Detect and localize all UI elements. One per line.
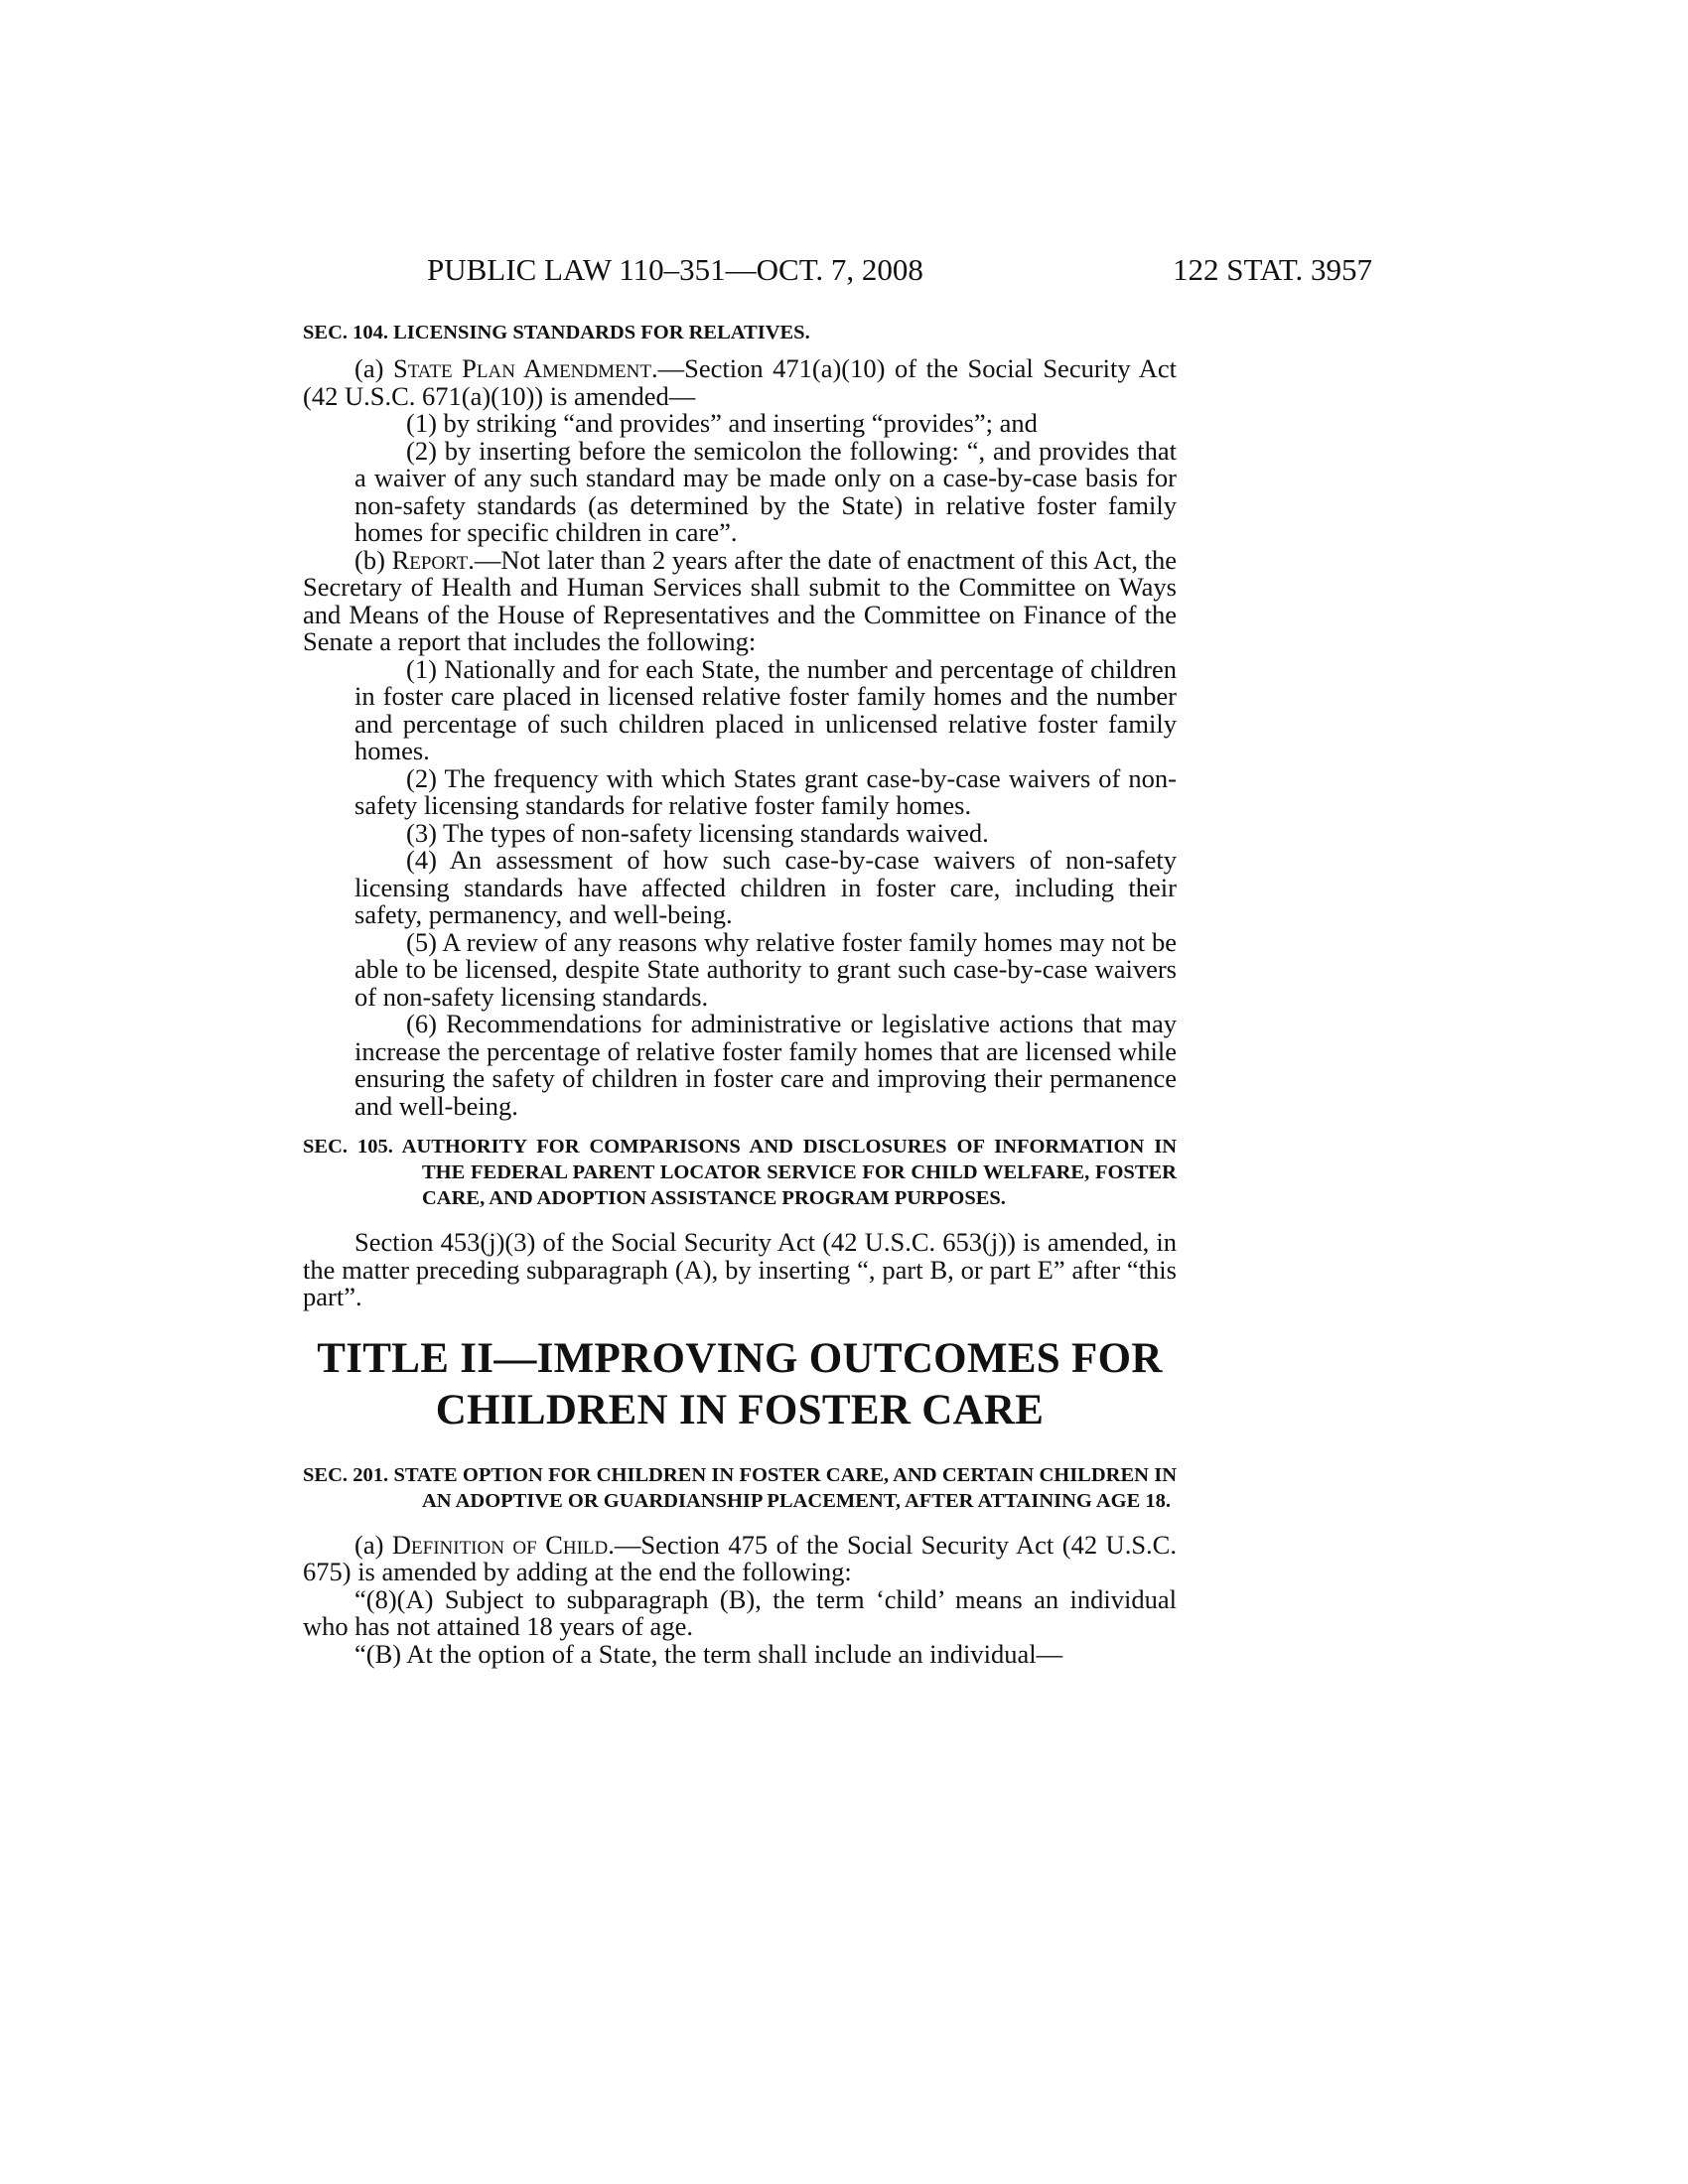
paragraph-8-b: “(B) At the option of a State, the term shall include an individual— bbox=[354, 1638, 1063, 1669]
sec-104-a-paragraph-1: (1) by striking “and provides” and inserting “provides”; and bbox=[406, 408, 1038, 438]
paragraph-8-a: “(8)(A) Subject to subparagraph (B), the term ‘child’ means an individual who has not attained 18 years of age. bbox=[303, 1583, 1177, 1641]
subsection-b-text: .—Not later than 2 years after the date of enactment of this Act, the Secretary of Health and Human Services shall submit to the Committee on Ways and Means of the House of Representatives and the Committee on Finance of the Senate a report that includes the following: bbox=[303, 544, 1177, 656]
sec-104-a-paragraph-2: (2) by inserting before the semicolon the following: “, and provides that a waiver of any such standard may be made only on a case-by-case basis for non-safety standards (as determined by the State) in relative foster family homes for specific children in care”. bbox=[354, 435, 1177, 547]
report-item-5: (5) A review of any reasons why relative foster family homes may not be able to be licensed, despite State authority to grant such case-by-case waivers of non-safety licensing standards. bbox=[354, 926, 1177, 1012]
sec-201-a-text: .—Section 475 of the Social Security Act (42 U.S.C. 675) is amended by adding at the end the following: bbox=[303, 1529, 1177, 1586]
sec-104-subsection-b bbox=[303, 544, 1177, 656]
report-item-4: (4) An assessment of how such case-by-case waivers of non-safety licensing standards have affected children in foster care, including their safety, permanency, and well-being. bbox=[354, 845, 1177, 929]
report-item-1: (1) Nationally and for each State, the number and percentage of children in foster care placed in licensed relative foster family homes and the number and percentage of such children placed in unlicensed relative foster family homes. bbox=[354, 653, 1177, 765]
page-number: 122 STAT. 3957 bbox=[1172, 252, 1372, 287]
sec-105-text: Section 453(j)(3) of the Social Security Act (42 U.S.C. 653(j)) is amended, in the matter preceding subparagraph (A), by inserting “, part B, or part E” after “this part”. bbox=[303, 1227, 1177, 1311]
subsection-b-lead: (b) bbox=[354, 544, 392, 575]
report-item-2: (2) The frequency with which States grant case-by-case waivers of non-safety licensing standards for relative foster family homes. bbox=[354, 762, 1177, 820]
subsection-a-text: .—Section 471(a)(10) of the Social Security Act (42 U.S.C. 671(a)(10)) is amended— bbox=[303, 353, 1177, 411]
title-ii-heading bbox=[303, 1333, 1177, 1436]
sec-105-heading: SEC. 105. AUTHORITY FOR COMPARISONS AND DISCLOSURES OF INFORMATION IN THE FEDERAL PARENT LOCATOR SERVICE FOR CHILD WELFARE, FOSTER CARE, AND ADOPTION ASSISTANCE PROGRAM PURPOSES. bbox=[303, 1136, 1177, 1209]
running-head-title: PUBLIC LAW 110–351—OCT. 7, 2008 bbox=[427, 252, 923, 287]
subsection-a-caption: State Plan Amendment bbox=[392, 353, 651, 383]
sec-104-heading: SEC. 104. LICENSING STANDARDS FOR RELATIVES. bbox=[303, 322, 810, 343]
report-item-6: (6) Recommendations for administrative or legislative actions that may increase the percentage of relative foster family homes that are licensed while ensuring the safety of children in foster care and improving their permanence and well-being. bbox=[354, 1009, 1177, 1121]
body-text bbox=[303, 320, 1177, 1668]
sec-104-subsection-a bbox=[303, 355, 1177, 410]
subsection-b-caption: Report bbox=[391, 544, 469, 575]
sec-201-a-lead: (a) bbox=[354, 1529, 392, 1560]
sec-201-subsection-a bbox=[303, 1529, 1177, 1586]
title-ii-line-1: TITLE II—IMPROVING OUTCOMES FOR bbox=[317, 1334, 1163, 1382]
sec-201-heading: SEC. 201. STATE OPTION FOR CHILDREN IN FOSTER CARE, AND CERTAIN CHILDREN IN AN ADOPTIVE OR GUARDIANSHIP PLACEMENT, AFTER ATTAINING AGE 18. bbox=[303, 1463, 1177, 1512]
report-item-3: (3) The types of non-safety licensing standards waived. bbox=[406, 817, 989, 848]
subsection-a-lead: (a) bbox=[354, 353, 393, 383]
sec-201-a-caption: Definition of Child bbox=[391, 1529, 609, 1560]
running-head bbox=[298, 250, 1372, 290]
title-ii-line-2: CHILDREN IN FOSTER CARE bbox=[435, 1386, 1045, 1433]
